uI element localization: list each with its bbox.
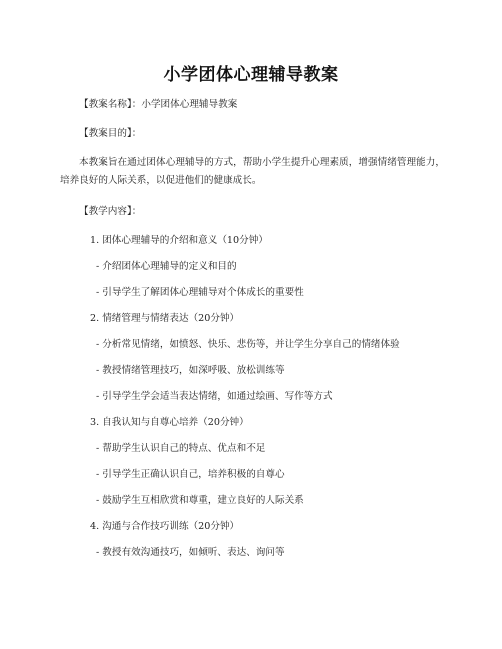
objective-paragraph: 本教案旨在通过团体心理辅导的方式，帮助小学生提升心理素质，增强情绪管理能力，培养良好的人际关系，以促进他们的健康成长。: [60, 157, 445, 186]
section-heading-2: 2. 情绪管理与情绪表达（20分钟）: [90, 313, 240, 324]
list-item: - 引导学生学会适当表达情绪，如通过绘画、写作等方式: [96, 391, 333, 402]
section-heading-1: 1. 团体心理辅导的介绍和意义（10分钟）: [90, 235, 268, 246]
list-item: - 引导学生正确认识自己，培养积极的自尊心: [96, 469, 285, 480]
list-item: - 教授情绪管理技巧，如深呼吸、放松训练等: [96, 365, 285, 376]
content-heading: 【教学内容】：: [79, 206, 142, 217]
section-heading-4: 4. 沟通与合作技巧训练（20分钟）: [90, 521, 240, 532]
list-item: - 分析常见情绪，如愤怒、快乐、悲伤等，并让学生分享自己的情绪体验: [96, 339, 400, 350]
list-item: - 鼓励学生互相欣赏和尊重，建立良好的人际关系: [96, 495, 304, 506]
objective-heading: 【教案目的】：: [79, 128, 142, 139]
plan-name-line: 【教案名称】：小学团体心理辅导教案: [79, 99, 238, 110]
list-item: - 教授有效沟通技巧，如倾听、表达、询问等: [96, 547, 285, 558]
section-heading-3: 3. 自我认知与自尊心培养（20分钟）: [90, 417, 249, 428]
list-item: - 介绍团体心理辅导的定义和目的: [96, 261, 237, 272]
document-title: 小学团体心理辅导教案: [163, 65, 339, 85]
list-item: - 帮助学生认识自己的特点、优点和不足: [96, 443, 266, 454]
list-item: - 引导学生了解团体心理辅导对个体成长的重要性: [96, 287, 304, 298]
